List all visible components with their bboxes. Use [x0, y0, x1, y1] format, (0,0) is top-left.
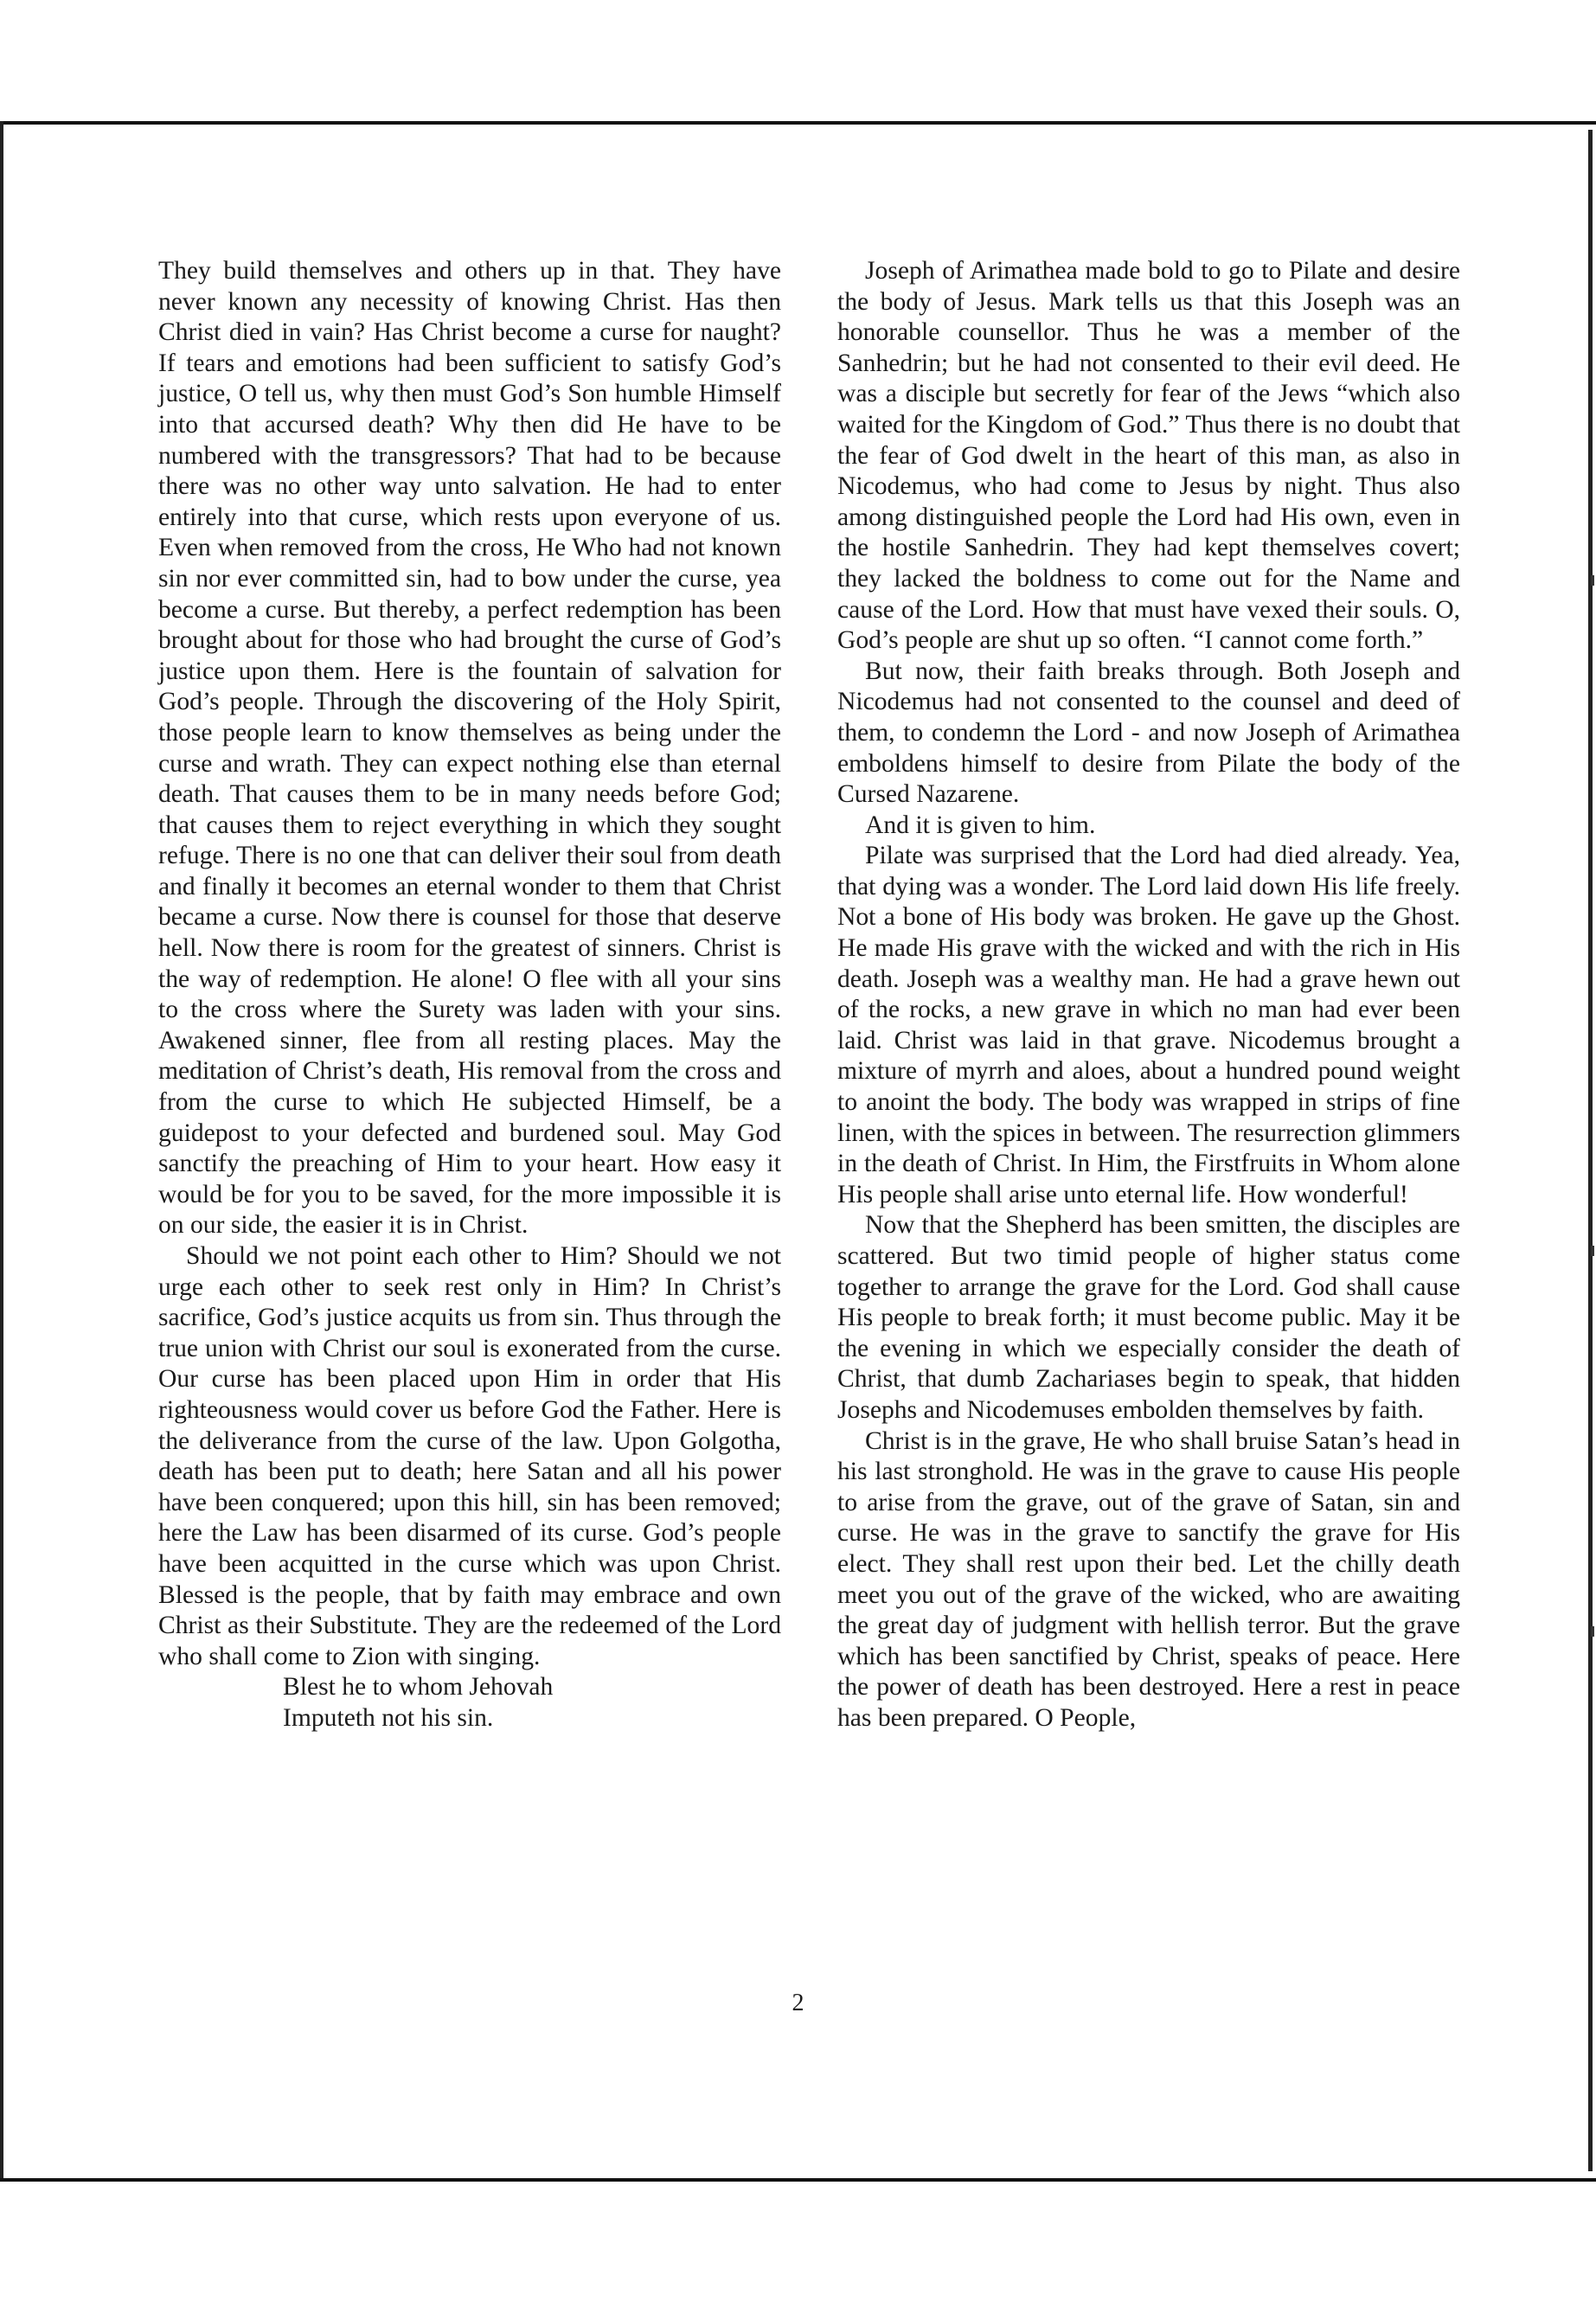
- right-column: [837, 256, 1460, 1734]
- page-number: 2: [792, 1990, 804, 2016]
- verse-line: Imputeth not his sin.: [283, 1703, 494, 1732]
- paragraph: But now, their faith breaks through. Both Joseph and Nicodemus had not consented to the counsel and deed of them, to condemn the Lord - and now Joseph of Arimathea emboldens himself to desire from Pilate the body of the Cursed Nazarene.: [837, 657, 1460, 809]
- left-column: [158, 256, 781, 1734]
- scan-edge-mark: [1591, 575, 1594, 586]
- paragraph: Should we not point each other to Him? Should we not urge each other to seek rest only in Him? In Christ’s sacrifice, God’s justice acquits us from sin. Thus through the true union with Christ our soul is exonerated from the curse. Our curse has been placed upon Him in order that His righteousness would cover us before God the Father. Here is the deliverance from the curse of the law. Upon Golgotha, death has been put to death; here Satan and all his power have been conquered; upon this hill, sin has been removed; here the Law has been disarmed of its curse. God’s people have been acquitted in the curse which was upon Christ. Blessed is the people, that by faith may embrace and own Christ as their Substitute. They are the redeemed of the Lord who shall come to Zion with singing.: [158, 1242, 781, 1670]
- verse-line: Blest he to whom Jehovah: [283, 1673, 554, 1702]
- paragraph: They build themselves and others up in that. They have never known any necessity of knowing Christ. Has then Christ died in vain? Has Christ become a curse for naught? If tears and emotions had been sufficient to satisfy God’s justice, O tell us, why then must God’s Son humble Himself into that accursed death? Why then did He have to be numbered with the transgressors? That had to be because there was no other way unto salvation. He had to enter entirely into that curse, which rests upon everyone of us. Even when removed from the cross, He Who had not known sin nor ever committed sin, had to bow under the curse, yea become a curse. But thereby, a perfect redemption has been brought about for those who had brought the curse of God’s justice upon them. Here is the fountain of salvation for God’s people. Through the discovering of the Holy Spirit, those people learn to know themselves as being under the curse and wrath. They can expect nothing else than eternal death. That causes them to be in many needs before God; that causes them to reject everything in which they sought refuge. There is no one that can deliver their soul from death and finally it becomes an eternal wonder to them that Christ became a curse. Now there is counsel for those that deserve hell. Now there is room for the greatest of sinners. Christ is the way of redemption. He alone! O flee with all your sins to the cross where the Surety was laden with your sins. Awakened sinner, flee from all resting places. May the meditation of Christ’s death, His removal from the cross and from the curse to which He subjected Himself, be a guidepost to your defected and burdened soul. May God sanctify the preaching of Him to your heart. How easy it would be for you to be saved, for the more impossible it is on our side, the easier it is in Christ.: [158, 257, 781, 1240]
- scan-edge-bottom: [0, 2178, 1596, 2182]
- scan-edge-mark: [1591, 1626, 1594, 1637]
- paragraph: And it is given to him.: [865, 811, 1096, 839]
- scan-edge-mark: [1591, 1246, 1594, 1256]
- scan-edge-right: [1588, 130, 1593, 2171]
- paragraph: Now that the Shepherd has been smitten, the disciples are scattered. But two timid people of higher status come together to arrange the grave for the Lord. God shall cause His people to break forth; it must become public. May it be the evening in which we especially consider the death of Christ, that dumb Zachariases begin to speak, that hidden Josephs and Nicodemuses embolden themselves by faith.: [837, 1211, 1460, 1424]
- verse-quote: [283, 1672, 781, 1734]
- paragraph: Pilate was surprised that the Lord had died already. Yea, that dying was a wonder. The Lord laid down His life freely. Not a bone of His body was broken. He gave up the Ghost. He made His grave with the wicked and with the rich in His death. Joseph was a wealthy man. He had a grave hewn out of the rocks, a new grave in which no man had ever been laid. Christ was laid in that grave. Nicodemus brought a mixture of myrrh and aloes, about a hundred pound weight to anoint the body. The body was wrapped in strips of fine linen, with the spices in between. The resurrection glimmers in the death of Christ. In Him, the Firstfruits in Whom alone His people shall arise unto eternal life. How wonderful!: [837, 842, 1460, 1208]
- scan-edge-left: [0, 121, 3, 2180]
- paragraph: Christ is in the grave, He who shall bruise Satan’s head in his last stronghold. He was in the grave to cause His people to arise from the grave, out of the grave of Satan, sin and curse. He was in the grave to sanctify the grave for His elect. They shall rest upon their bed. Let the chilly death meet you out of the grave of the wicked, who are awaiting the great day of judgment with hellish terror. But the grave which has been sanctified by Christ, speaks of peace. Here the power of death has been destroyed. Here a rest in peace has been prepared. O People,: [837, 1426, 1460, 1732]
- paragraph: Joseph of Arimathea made bold to go to Pilate and desire the body of Jesus. Mark tells us that this Joseph was an honorable counsellor. Thus he was a member of the Sanhedrin; but he had not consented to their evil deed. He was a disciple but secretly for fear of the Jews “which also waited for the Kingdom of God.” Thus there is no doubt that the fear of God dwelt in the heart of this man, as also in Nicodemus, who had come to Jesus by night. Thus also among distinguished people the Lord had His own, even in the hostile Sanhedrin. They had kept themselves covert; they lacked the boldness to come out for the Name and cause of the Lord. How that must have vexed their souls. O, God’s people are shut up so often. “I cannot come forth.”: [837, 257, 1460, 655]
- scan-edge-top: [0, 121, 1596, 125]
